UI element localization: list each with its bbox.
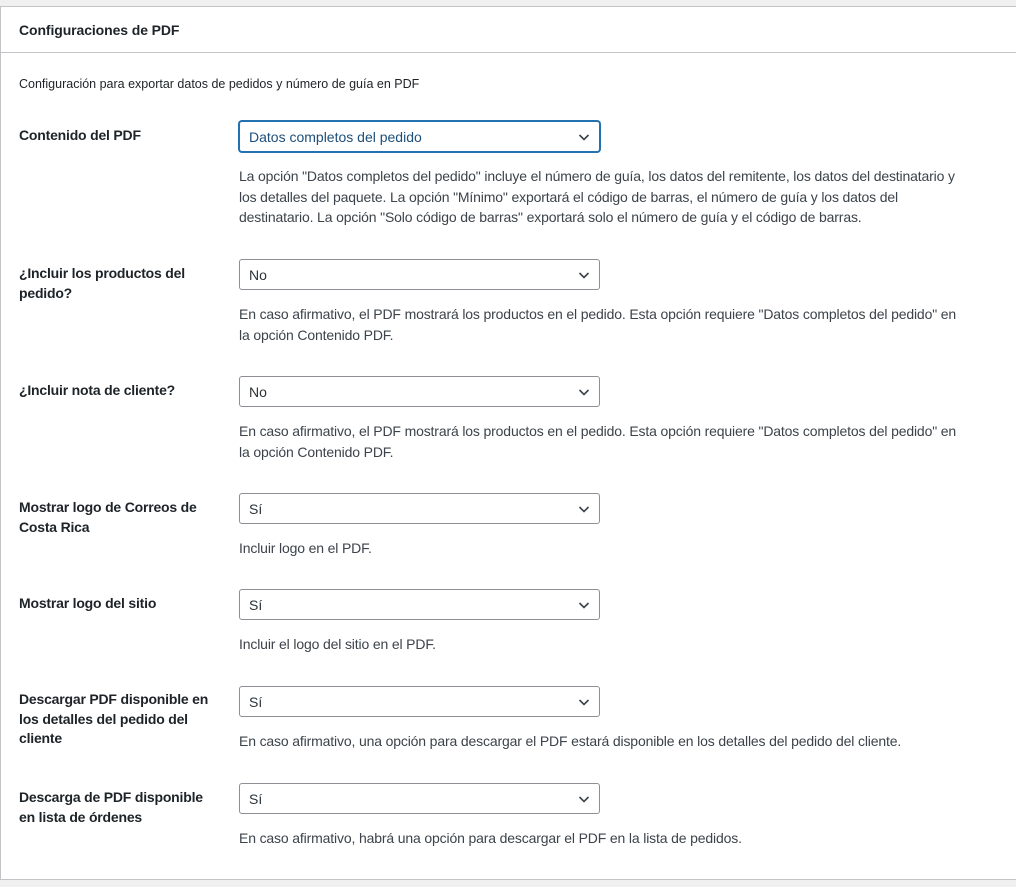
chevron-down-icon (578, 269, 590, 281)
section-intro: Configuración para exportar datos de pedidos y número de guía en PDF (19, 77, 420, 91)
desc-show-site-logo: Incluir el logo del sitio en el PDF. (239, 636, 436, 652)
select-include-customer-note[interactable] (239, 376, 600, 407)
select-show-site-logo[interactable] (239, 589, 600, 620)
panel-header (1, 7, 1016, 53)
chevron-down-icon (578, 696, 590, 708)
select-download-order-list[interactable] (239, 783, 600, 814)
select-download-customer-details-value: Sí (249, 694, 263, 710)
select-include-products[interactable] (239, 259, 600, 290)
select-download-customer-details[interactable] (239, 686, 600, 717)
desc-pdf-content: La opción "Datos completos del pedido" incluye el número de guía, los datos del remitente, los datos del destinatario y los detalles del paquete. La opción "Mínimo" exportará el código de barras, el número de guía y los datos del destinatario. La opción "Solo código de barras" exportará solo el número de guía y el código de barras. (239, 168, 955, 225)
desc-download-customer-details: En caso afirmativo, una opción para descargar el PDF estará disponible en los detalles del pedido del cliente. (239, 733, 902, 749)
select-show-site-logo-value: Sí (249, 597, 263, 613)
chevron-down-icon (578, 131, 590, 143)
select-download-order-list-value: Sí (249, 791, 263, 807)
chevron-down-icon (578, 503, 590, 515)
chevron-down-icon (578, 793, 590, 805)
label-show-site-logo: Mostrar logo del sitio (19, 595, 157, 611)
select-show-correos-logo-value: Sí (249, 501, 263, 517)
section-title: Configuraciones de PDF (19, 22, 180, 38)
label-include-products: ¿Incluir los productos del pedido? (19, 265, 185, 301)
desc-download-order-list: En caso afirmativo, habrá una opción para descargar el PDF en la lista de pedidos. (239, 830, 742, 846)
select-show-correos-logo[interactable] (239, 493, 600, 524)
desc-include-customer-note: En caso afirmativo, el PDF mostrará los productos en el pedido. Esta opción requiere "Datos completos del pedido" en la opción Contenido PDF. (239, 423, 957, 460)
select-pdf-content[interactable] (239, 121, 600, 152)
desc-include-products: En caso afirmativo, el PDF mostrará los productos en el pedido. Esta opción requiere "Datos completos del pedido" en la opción Contenido PDF. (239, 306, 957, 343)
label-download-customer-details: Descargar PDF disponible en los detalles del pedido del cliente (19, 691, 209, 746)
pdf-settings-panel (0, 6, 1016, 880)
chevron-down-icon (578, 386, 590, 398)
select-include-products-value: No (249, 267, 267, 283)
label-pdf-content: Contenido del PDF (19, 127, 141, 143)
label-show-correos-logo: Mostrar logo de Correos de Costa Rica (19, 499, 197, 535)
select-include-customer-note-value: No (249, 384, 267, 400)
select-pdf-content-value: Datos completos del pedido (249, 129, 422, 145)
chevron-down-icon (578, 599, 590, 611)
label-include-customer-note: ¿Incluir nota de cliente? (19, 382, 176, 398)
label-download-order-list: Descarga de PDF disponible en lista de órdenes (19, 789, 203, 825)
desc-show-correos-logo: Incluir logo en el PDF. (239, 540, 372, 556)
